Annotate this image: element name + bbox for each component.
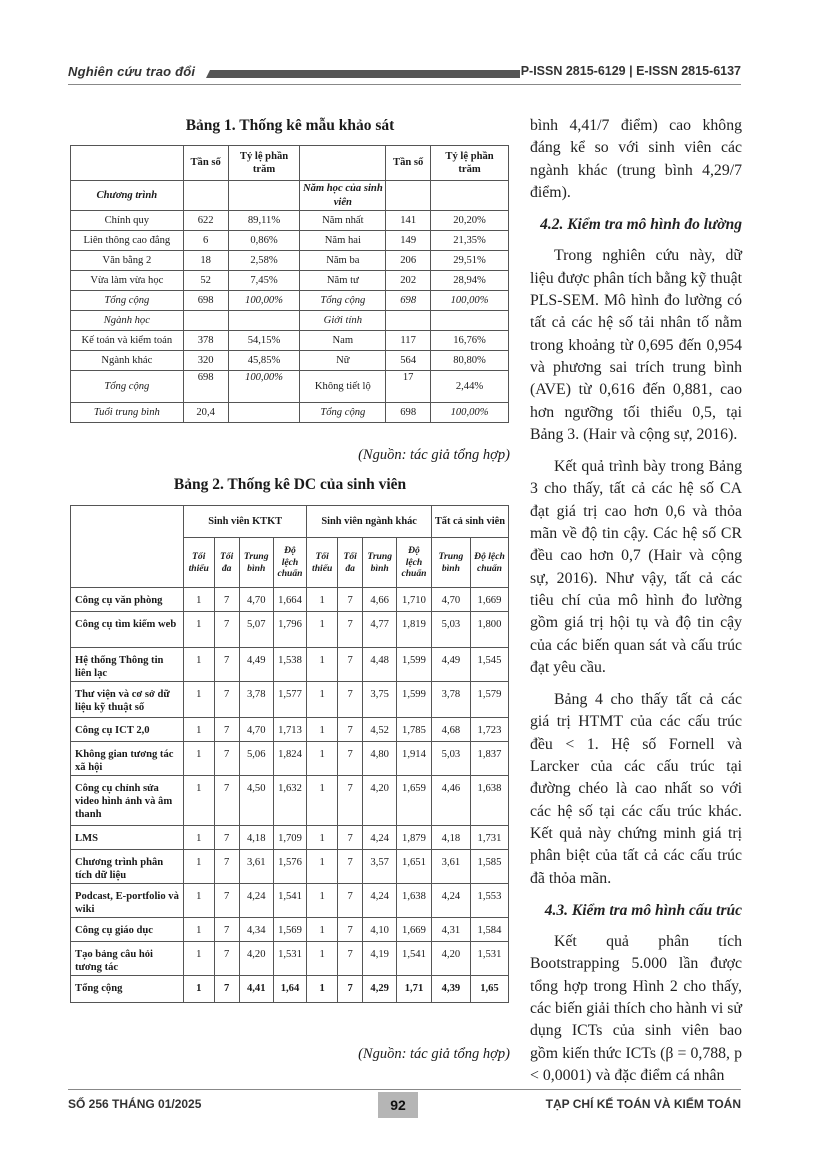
table1-cell: Không tiết lộ xyxy=(300,371,386,403)
table2-cell: 4,31 xyxy=(431,918,470,942)
table1-cell: Nữ xyxy=(300,351,386,371)
table2-row-label: Hệ thống Thông tin liên lạc xyxy=(71,648,184,682)
table2-cell: 1,576 xyxy=(273,850,307,884)
table2-cell: 1 xyxy=(307,742,338,776)
table1-cell: 622 xyxy=(183,211,228,231)
table2-cell: 7 xyxy=(337,918,362,942)
table2-row xyxy=(71,718,509,742)
table2-cell: 1 xyxy=(307,588,338,612)
table1-cell: Nam xyxy=(300,331,386,351)
table2-cell: 1,531 xyxy=(470,942,508,976)
table1-cell: Ngành học xyxy=(71,311,184,331)
table1-cell xyxy=(183,311,228,331)
table1-row xyxy=(71,181,509,211)
table1-cell: 52 xyxy=(183,271,228,291)
table2-cell: 4,41 xyxy=(239,976,273,1003)
table2-cell: 1 xyxy=(183,826,214,850)
table2-subhead-cell: Tối đa xyxy=(337,538,362,588)
table2-group-other: Sinh viên ngành khác xyxy=(307,506,432,538)
table2-cell: 1,837 xyxy=(470,742,508,776)
table1-cell xyxy=(386,311,431,331)
table1-row xyxy=(71,271,509,291)
table2-cell: 1 xyxy=(307,942,338,976)
table2-cell: 4,46 xyxy=(431,776,470,826)
table2-cell: 4,29 xyxy=(363,976,397,1003)
table2-subhead-cell: Trung bình xyxy=(363,538,397,588)
table1-source: (Nguồn: tác giả tổng hợp) xyxy=(358,447,510,463)
table1-cell: 149 xyxy=(386,231,431,251)
table2-cell: 1,71 xyxy=(397,976,432,1003)
table1-cell: Kế toán và kiểm toán xyxy=(71,331,184,351)
table1-row xyxy=(71,351,509,371)
table2-subhead-cell: Tối đa xyxy=(214,538,239,588)
issue-label: SỐ 256 THÁNG 01/2025 xyxy=(68,1097,202,1111)
table2-row xyxy=(71,826,509,850)
table2-cell: 1,531 xyxy=(273,942,307,976)
table1-cell: 20,20% xyxy=(431,211,509,231)
table2-cell: 7 xyxy=(214,976,239,1003)
table1-head-pct: Tỷ lệ phần trăm xyxy=(228,146,300,181)
table2-cell: 4,49 xyxy=(239,648,273,682)
table1-caption: Bảng 1. Thống kê mẫu khảo sát xyxy=(185,117,395,134)
table2-cell: 4,24 xyxy=(363,884,397,918)
section-title: Nghiên cứu trao đổi xyxy=(68,64,196,79)
header-rule xyxy=(68,84,741,85)
table1 xyxy=(70,145,509,423)
table2-row xyxy=(71,588,509,612)
table1-cell: Tổng cộng xyxy=(71,371,184,403)
table2-subhead-cell: Độ lệch chuẩn xyxy=(470,538,508,588)
table2-cell: 7 xyxy=(214,648,239,682)
table2-cell: 1,785 xyxy=(397,718,432,742)
table2-cell: 1,64 xyxy=(273,976,307,1003)
table2-cell: 4,49 xyxy=(431,648,470,682)
table2-row-label: LMS xyxy=(71,826,184,850)
table1-cell: 2,44% xyxy=(431,371,509,403)
table2-cell: 5,07 xyxy=(239,612,273,648)
table2-cell: 1 xyxy=(307,918,338,942)
table2-cell: 1 xyxy=(183,648,214,682)
table1-cell xyxy=(431,181,509,211)
table1-cell: 80,80% xyxy=(431,351,509,371)
table2-cell: 1,638 xyxy=(470,776,508,826)
table2-cell: 1,669 xyxy=(397,918,432,942)
table1-cell: 6 xyxy=(183,231,228,251)
table2-cell: 1,632 xyxy=(273,776,307,826)
paragraph-2: Kết quả trình bày trong Bảng 3 cho thấy, tất cả các hệ số CA đạt giá trị cao hơn 0,6 và thỏa mãn về độ tin cậy. Các hệ số CR đều cao hơn 0,7 (Hair và cộng sự, 2016). Như vậy, tất cả các tiêu chí của mô hình đo lường gồm giá trị hội tụ và độ tin cậy của các biến quan sát và cấu trúc đạt yêu cầu. xyxy=(530,458,742,676)
table2-cell: 3,78 xyxy=(239,682,273,718)
table2-subhead-cell: Độ lệch chuẩn xyxy=(397,538,432,588)
table2-cell: 1,669 xyxy=(470,588,508,612)
table2-cell: 4,68 xyxy=(431,718,470,742)
table2-cell: 1,819 xyxy=(397,612,432,648)
paragraph-0: bình 4,41/7 điểm) cao không đáng kể so với sinh viên các ngành khác (trung bình 4,29/7 điểm). xyxy=(530,117,742,201)
table2-subhead-cell: Độ lệch chuẩn xyxy=(273,538,307,588)
table2-cell: 7 xyxy=(337,776,362,826)
table2-row-label: Công cụ chỉnh sửa video hình ảnh và âm thanh xyxy=(71,776,184,826)
table1-cell: Vừa làm vừa học xyxy=(71,271,184,291)
table2-cell: 1,651 xyxy=(397,850,432,884)
table2-cell: 1,553 xyxy=(470,884,508,918)
table1-cell: Chính quy xyxy=(71,211,184,231)
table1-cell: 698 xyxy=(183,291,228,311)
table2-cell: 1,638 xyxy=(397,884,432,918)
table1-cell: 698 xyxy=(183,371,228,403)
table1-head-pct2: Tỷ lệ phần trăm xyxy=(431,146,509,181)
table2-cell: 4,20 xyxy=(431,942,470,976)
table2-cell: 7 xyxy=(337,648,362,682)
table2-source: (Nguồn: tác giả tổng hợp) xyxy=(358,1046,510,1062)
table1-row xyxy=(71,311,509,331)
table1-cell: Tổng cộng xyxy=(300,403,386,423)
table2-cell: 1 xyxy=(307,682,338,718)
table2-cell: 1 xyxy=(307,850,338,884)
table1-cell xyxy=(228,181,300,211)
footer-rule xyxy=(68,1089,741,1090)
table2-cell: 5,06 xyxy=(239,742,273,776)
table2-cell: 1 xyxy=(183,682,214,718)
table2-cell: 1 xyxy=(183,942,214,976)
table2-row-label: Chương trình phân tích dữ liệu xyxy=(71,850,184,884)
table2-cell: 1 xyxy=(307,612,338,648)
header-decor-bar xyxy=(206,70,520,78)
table2-cell: 4,50 xyxy=(239,776,273,826)
table2-cell: 7 xyxy=(214,682,239,718)
table2-head-empty xyxy=(71,506,184,588)
table2-cell: 7 xyxy=(337,942,362,976)
table2-row xyxy=(71,776,509,826)
table1-cell xyxy=(386,181,431,211)
table1-cell: Giới tính xyxy=(300,311,386,331)
table2-row xyxy=(71,976,509,1003)
table2-cell: 7 xyxy=(214,718,239,742)
table2-row-label: Podcast, E-portfolio và wiki xyxy=(71,884,184,918)
table2-cell: 1,584 xyxy=(470,918,508,942)
table1-cell: 117 xyxy=(386,331,431,351)
table2-cell: 1,599 xyxy=(397,682,432,718)
table2-cell: 1,709 xyxy=(273,826,307,850)
table2-cell: 3,61 xyxy=(239,850,273,884)
table2-cell: 1 xyxy=(307,648,338,682)
table2-cell: 1,800 xyxy=(470,612,508,648)
table1-cell: 7,45% xyxy=(228,271,300,291)
table2-cell: 7 xyxy=(214,942,239,976)
table2-cell: 4,70 xyxy=(431,588,470,612)
table2-cell: 1,731 xyxy=(470,826,508,850)
table1-cell: Tổng cộng xyxy=(71,291,184,311)
table2-cell: 3,75 xyxy=(363,682,397,718)
table2-cell: 1,723 xyxy=(470,718,508,742)
table2-row-label: Công cụ giáo dục xyxy=(71,918,184,942)
table1-cell: 100,00% xyxy=(228,291,300,311)
journal-name: TẠP CHÍ KẾ TOÁN VÀ KIỂM TOÁN xyxy=(545,1097,741,1111)
table2-cell: 7 xyxy=(214,884,239,918)
table2-subhead-cell: Trung bình xyxy=(239,538,273,588)
table2-cell: 1,538 xyxy=(273,648,307,682)
table2-cell: 7 xyxy=(214,850,239,884)
table1-cell: 28,94% xyxy=(431,271,509,291)
table1-cell: 141 xyxy=(386,211,431,231)
table2-row xyxy=(71,648,509,682)
table1-cell: Năm ba xyxy=(300,251,386,271)
table2-row xyxy=(71,884,509,918)
table1-cell: Năm học của sinh viên xyxy=(300,181,386,211)
table2-cell: 7 xyxy=(214,918,239,942)
table2-cell: 4,66 xyxy=(363,588,397,612)
table2-cell: 1 xyxy=(307,884,338,918)
table1-cell xyxy=(228,403,300,423)
table2-cell: 3,78 xyxy=(431,682,470,718)
table1-row xyxy=(71,231,509,251)
table2-cell: 7 xyxy=(337,742,362,776)
table2-group-all: Tất cả sinh viên xyxy=(431,506,508,538)
table2-caption: Bảng 2. Thống kê DC của sinh viên xyxy=(173,476,407,493)
table2-cell: 1,796 xyxy=(273,612,307,648)
table1-row xyxy=(71,211,509,231)
table2-cell: 1,824 xyxy=(273,742,307,776)
table1-cell xyxy=(431,311,509,331)
table2-cell: 4,18 xyxy=(239,826,273,850)
table2-cell: 4,18 xyxy=(431,826,470,850)
table1-cell: 2,58% xyxy=(228,251,300,271)
table1-cell: 100,00% xyxy=(431,291,509,311)
table2-cell: 7 xyxy=(214,826,239,850)
table2-group-row xyxy=(71,506,509,538)
table2-cell: 1,664 xyxy=(273,588,307,612)
table2-cell: 1 xyxy=(183,776,214,826)
table2-cell: 1 xyxy=(183,918,214,942)
table2-cell: 1,585 xyxy=(470,850,508,884)
table2-row xyxy=(71,682,509,718)
table2-cell: 1,879 xyxy=(397,826,432,850)
table2-cell: 5,03 xyxy=(431,742,470,776)
table1-cell xyxy=(183,181,228,211)
table2-cell: 4,77 xyxy=(363,612,397,648)
table2-cell: 4,24 xyxy=(363,826,397,850)
table1-cell: Năm nhất xyxy=(300,211,386,231)
table2-cell: 4,70 xyxy=(239,718,273,742)
table2-cell: 1 xyxy=(183,976,214,1003)
table2-cell: 4,34 xyxy=(239,918,273,942)
table2-cell: 4,19 xyxy=(363,942,397,976)
table1-cell: Năm hai xyxy=(300,231,386,251)
table2-row xyxy=(71,918,509,942)
table2-cell: 4,20 xyxy=(239,942,273,976)
table1-cell: 378 xyxy=(183,331,228,351)
section-heading-4-3: 4.3. Kiểm tra mô hình cấu trúc xyxy=(544,901,742,919)
table2-cell: 3,61 xyxy=(431,850,470,884)
table2-cell: 7 xyxy=(337,826,362,850)
table2-cell: 7 xyxy=(337,588,362,612)
table1-cell: 0,86% xyxy=(228,231,300,251)
table1-cell: 18 xyxy=(183,251,228,271)
paragraph-3: Bảng 4 cho thấy tất cả các giá trị HTMT của các cấu trúc đều < 1. Hệ số Fornell và Larcker của các cấu trúc tại đường chéo là cao nhất so với các hệ số tại các cấu trúc khác. Kết quả này chứng minh giá trị phân biệt của tất cả các cấu trúc đã thỏa mãn. xyxy=(530,691,742,887)
table1-cell: 54,15% xyxy=(228,331,300,351)
table1-cell: 202 xyxy=(386,271,431,291)
table2-cell: 1 xyxy=(307,976,338,1003)
table2-cell: 7 xyxy=(214,742,239,776)
table1-cell: 698 xyxy=(386,291,431,311)
table2-cell: 1 xyxy=(183,612,214,648)
page-number: 92 xyxy=(378,1092,418,1118)
table1-cell: Năm tư xyxy=(300,271,386,291)
table2-cell: 1 xyxy=(183,718,214,742)
table2-row-label: Công cụ văn phòng xyxy=(71,588,184,612)
table2-cell: 7 xyxy=(337,718,362,742)
table1-row xyxy=(71,291,509,311)
table1-cell: 100,00% xyxy=(228,371,300,403)
table1-cell xyxy=(228,311,300,331)
table2-cell: 4,24 xyxy=(239,884,273,918)
table2-cell: 7 xyxy=(214,776,239,826)
table1-cell: 29,51% xyxy=(431,251,509,271)
table2-cell: 4,52 xyxy=(363,718,397,742)
table2-cell: 7 xyxy=(337,850,362,884)
table1-cell: 564 xyxy=(386,351,431,371)
table2-cell: 7 xyxy=(337,976,362,1003)
paragraph-1: Trong nghiên cứu này, dữ liệu được phân tích bằng kỹ thuật PLS-SEM. Mô hình đo lường có tất cả các hệ số tải nhân tố nằm trong khoảng từ 0,695 đến 0,954 và phương sai trích trung bình (AVE) từ 0,616 đến 0,881, cao hơn ngưỡng tối thiểu 0,5, tại Bảng 3. (Hair và cộng sự, 2016). xyxy=(530,247,742,443)
table2-group-ktkt: Sinh viên KTKT xyxy=(183,506,306,538)
table1-cell: 698 xyxy=(386,403,431,423)
table1-cell: 206 xyxy=(386,251,431,271)
table2-cell: 7 xyxy=(337,612,362,648)
table2-cell: 7 xyxy=(214,588,239,612)
table2-cell: 4,10 xyxy=(363,918,397,942)
table2 xyxy=(70,505,509,1003)
table2-cell: 1,577 xyxy=(273,682,307,718)
table1-cell: 100,00% xyxy=(431,403,509,423)
table1-head-empty2 xyxy=(300,146,386,181)
table2-row-label: Tổng cộng xyxy=(71,976,184,1003)
table2-row-label: Thư viện và cơ sở dữ liệu kỹ thuật số xyxy=(71,682,184,718)
table2-cell: 1,579 xyxy=(470,682,508,718)
table2-cell: 1 xyxy=(307,718,338,742)
table2-cell: 1,541 xyxy=(273,884,307,918)
table2-row-label: Công cụ ICT 2,0 xyxy=(71,718,184,742)
table2-cell: 5,03 xyxy=(431,612,470,648)
table2-cell: 1,659 xyxy=(397,776,432,826)
table2-cell: 1,545 xyxy=(470,648,508,682)
table2-cell: 1,713 xyxy=(273,718,307,742)
table2-subhead-cell: Trung bình xyxy=(431,538,470,588)
table2-cell: 1 xyxy=(307,776,338,826)
table2-cell: 1 xyxy=(183,850,214,884)
table2-row-label: Tạo bảng câu hỏi tương tác xyxy=(71,942,184,976)
table1-cell: Văn bằng 2 xyxy=(71,251,184,271)
table1-cell: Tuổi trung bình xyxy=(71,403,184,423)
table1-cell: 320 xyxy=(183,351,228,371)
table2-cell: 1 xyxy=(307,826,338,850)
body-column xyxy=(530,115,742,1097)
table2-cell: 1 xyxy=(183,884,214,918)
table1-cell: 20,4 xyxy=(183,403,228,423)
table2-cell: 7 xyxy=(214,612,239,648)
table2-cell: 4,24 xyxy=(431,884,470,918)
table1-cell: 17 xyxy=(386,371,431,403)
table2-cell: 4,48 xyxy=(363,648,397,682)
table2-cell: 1,541 xyxy=(397,942,432,976)
table2-cell: 1,65 xyxy=(470,976,508,1003)
table2-cell: 1,914 xyxy=(397,742,432,776)
issn-label: P-ISSN 2815-6129 | E-ISSN 2815-6137 xyxy=(520,64,741,78)
table2-cell: 3,57 xyxy=(363,850,397,884)
table2-row-label: Công cụ tìm kiếm web xyxy=(71,612,184,648)
table2-cell: 7 xyxy=(337,884,362,918)
table2-cell: 7 xyxy=(337,682,362,718)
table1-cell: Ngành khác xyxy=(71,351,184,371)
table1-row xyxy=(71,403,509,423)
table2-row xyxy=(71,742,509,776)
table1-cell: 45,85% xyxy=(228,351,300,371)
table2-row xyxy=(71,942,509,976)
table2-subhead-cell: Tối thiểu xyxy=(183,538,214,588)
table2-row xyxy=(71,612,509,648)
table1-head-empty xyxy=(71,146,184,181)
table2-cell: 4,70 xyxy=(239,588,273,612)
table1-cell: Liên thông cao đẳng xyxy=(71,231,184,251)
table1-cell: Chương trình xyxy=(71,181,184,211)
table1-row xyxy=(71,371,509,403)
table2-cell: 4,39 xyxy=(431,976,470,1003)
table1-row xyxy=(71,251,509,271)
table2-cell: 1 xyxy=(183,742,214,776)
section-heading-4-2: 4.2. Kiểm tra mô hình đo lường xyxy=(540,216,742,234)
paragraph-4: Kết quả phân tích Bootstrapping 5.000 lần được tổng hợp trong Hình 2 cho thấy, các biến giải thích cho hành vi sử dụng ICTs của sinh viên bao gồm kiến thức ICTs (β = 0,788, p < 0,0001) và đặc điểm cá nhân xyxy=(530,933,742,1084)
table2-cell: 1,569 xyxy=(273,918,307,942)
table1-cell: 16,76% xyxy=(431,331,509,351)
table1-cell: 21,35% xyxy=(431,231,509,251)
table2-cell: 4,80 xyxy=(363,742,397,776)
table1-head-freq: Tần số xyxy=(183,146,228,181)
table2-cell: 1,710 xyxy=(397,588,432,612)
table1-row xyxy=(71,331,509,351)
table2-subhead-cell: Tối thiểu xyxy=(307,538,338,588)
table1-cell: 89,11% xyxy=(228,211,300,231)
table1-cell: Tổng cộng xyxy=(300,291,386,311)
table1-head-freq2: Tần số xyxy=(386,146,431,181)
table2-row xyxy=(71,850,509,884)
table2-cell: 1 xyxy=(183,588,214,612)
table2-row-label: Không gian tương tác xã hội xyxy=(71,742,184,776)
table2-cell: 1,599 xyxy=(397,648,432,682)
table2-cell: 4,20 xyxy=(363,776,397,826)
table1-header-row xyxy=(71,146,509,181)
